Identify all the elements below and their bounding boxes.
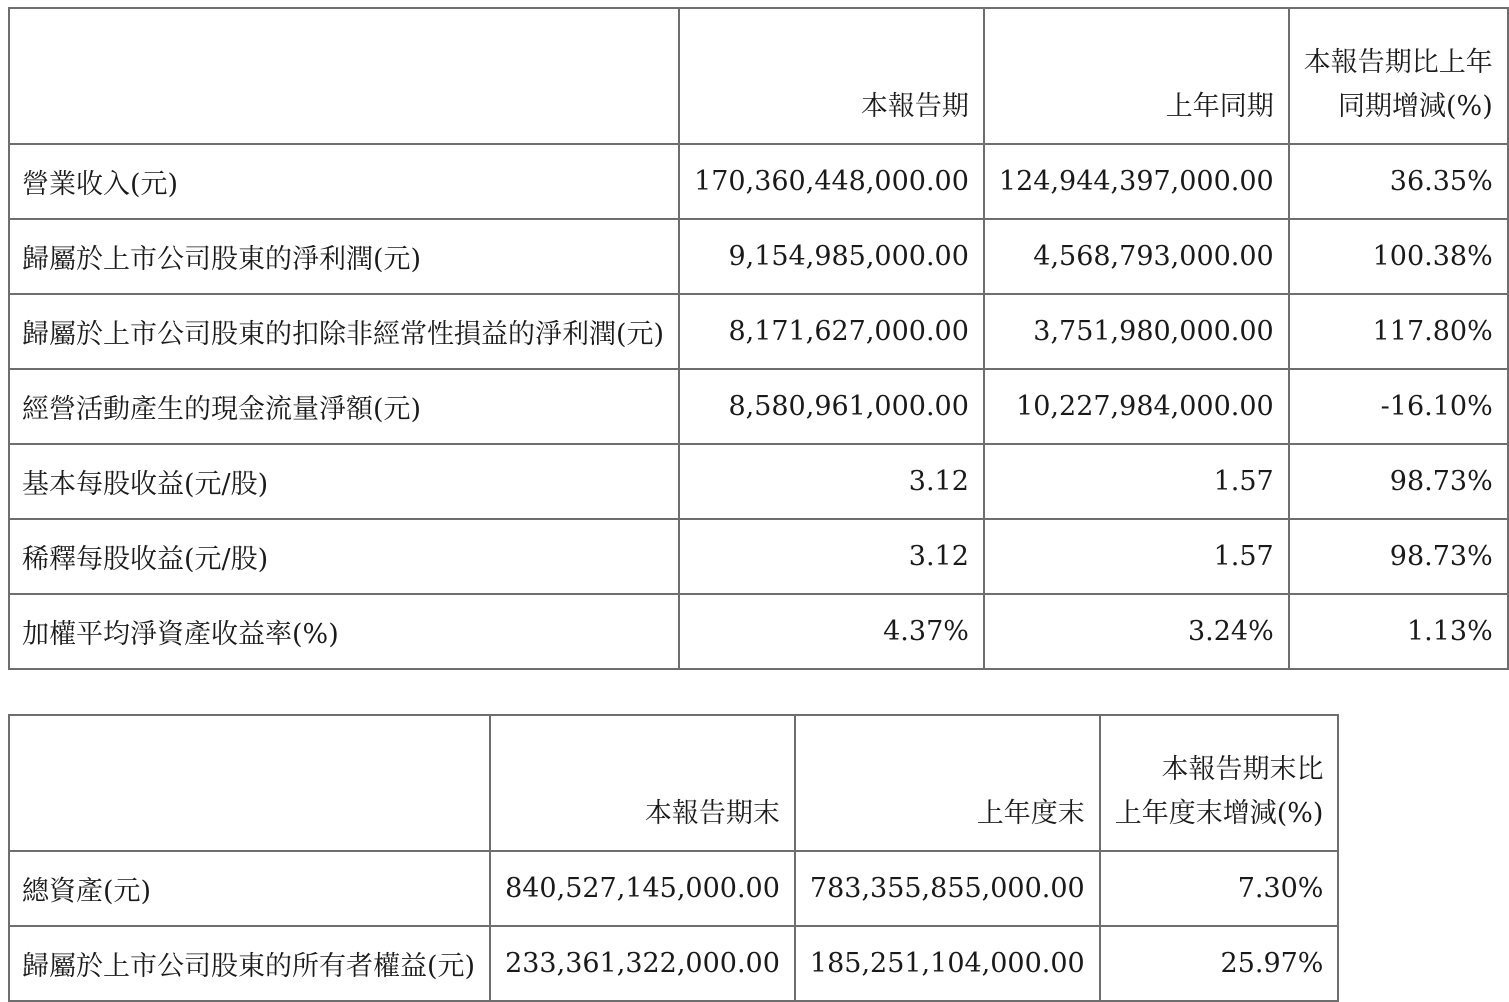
value-cell: 8,580,961,000.00 (679, 369, 984, 444)
value-cell: 8,171,627,000.00 (679, 294, 984, 369)
row-label: 稀釋每股收益(元/股) (9, 519, 679, 594)
table-header-row (9, 715, 1338, 851)
column-header: 上年同期 (984, 8, 1289, 144)
table-row (9, 219, 1508, 294)
value-cell: 4.37% (679, 594, 984, 669)
column-header: 本報告期 (679, 8, 984, 144)
value-cell: 117.80% (1289, 294, 1508, 369)
value-cell: 1.57 (984, 519, 1289, 594)
row-label: 基本每股收益(元/股) (9, 444, 679, 519)
row-label: 歸屬於上市公司股東的所有者權益(元) (9, 926, 490, 1001)
column-header (1289, 8, 1508, 144)
column-header: 上年度末 (795, 715, 1100, 851)
column-header-line: 上年度末增減(%) (1114, 798, 1324, 829)
value-cell: 783,355,855,000.00 (795, 851, 1100, 926)
value-cell: 3.12 (679, 444, 984, 519)
header-blank-cell (9, 8, 679, 144)
column-header-line: 本報告期比上年 (1303, 47, 1493, 78)
table-row (9, 444, 1508, 519)
value-cell: 36.35% (1289, 144, 1508, 219)
value-cell: 10,227,984,000.00 (984, 369, 1289, 444)
row-label: 總資產(元) (9, 851, 490, 926)
financial-indicators-table (8, 7, 1509, 670)
row-label: 經營活動產生的現金流量淨額(元) (9, 369, 679, 444)
table-header-row (9, 8, 1508, 144)
value-cell: 98.73% (1289, 519, 1508, 594)
value-cell: 185,251,104,000.00 (795, 926, 1100, 1001)
column-header-line: 本報告期末比 (1161, 754, 1324, 785)
table-row (9, 294, 1508, 369)
value-cell: 1.57 (984, 444, 1289, 519)
row-label: 歸屬於上市公司股東的淨利潤(元) (9, 219, 679, 294)
value-cell: 3,751,980,000.00 (984, 294, 1289, 369)
row-label: 營業收入(元) (9, 144, 679, 219)
table-row (9, 851, 1338, 926)
table-row (9, 594, 1508, 669)
value-cell: 98.73% (1289, 444, 1508, 519)
row-label: 歸屬於上市公司股東的扣除非經常性損益的淨利潤(元) (9, 294, 679, 369)
table-row (9, 369, 1508, 444)
table1-body (9, 8, 1508, 669)
row-label: 加權平均淨資產收益率(%) (9, 594, 679, 669)
column-header-line: 同期增減(%) (1338, 91, 1493, 122)
value-cell: 7.30% (1100, 851, 1339, 926)
value-cell: 9,154,985,000.00 (679, 219, 984, 294)
value-cell: 3.12 (679, 519, 984, 594)
balance-indicators-table (8, 714, 1339, 1002)
value-cell: 170,360,448,000.00 (679, 144, 984, 219)
value-cell: 233,361,322,000.00 (490, 926, 795, 1001)
column-header: 本報告期末 (490, 715, 795, 851)
table2-body (9, 715, 1338, 1001)
value-cell: 100.38% (1289, 219, 1508, 294)
table-row (9, 926, 1338, 1001)
value-cell: 1.13% (1289, 594, 1508, 669)
header-blank-cell (9, 715, 490, 851)
column-header (1100, 715, 1339, 851)
value-cell: 124,944,397,000.00 (984, 144, 1289, 219)
value-cell: 840,527,145,000.00 (490, 851, 795, 926)
table-row (9, 519, 1508, 594)
value-cell: 3.24% (984, 594, 1289, 669)
value-cell: 4,568,793,000.00 (984, 219, 1289, 294)
value-cell: 25.97% (1100, 926, 1339, 1001)
table-row (9, 144, 1508, 219)
value-cell: -16.10% (1289, 369, 1508, 444)
